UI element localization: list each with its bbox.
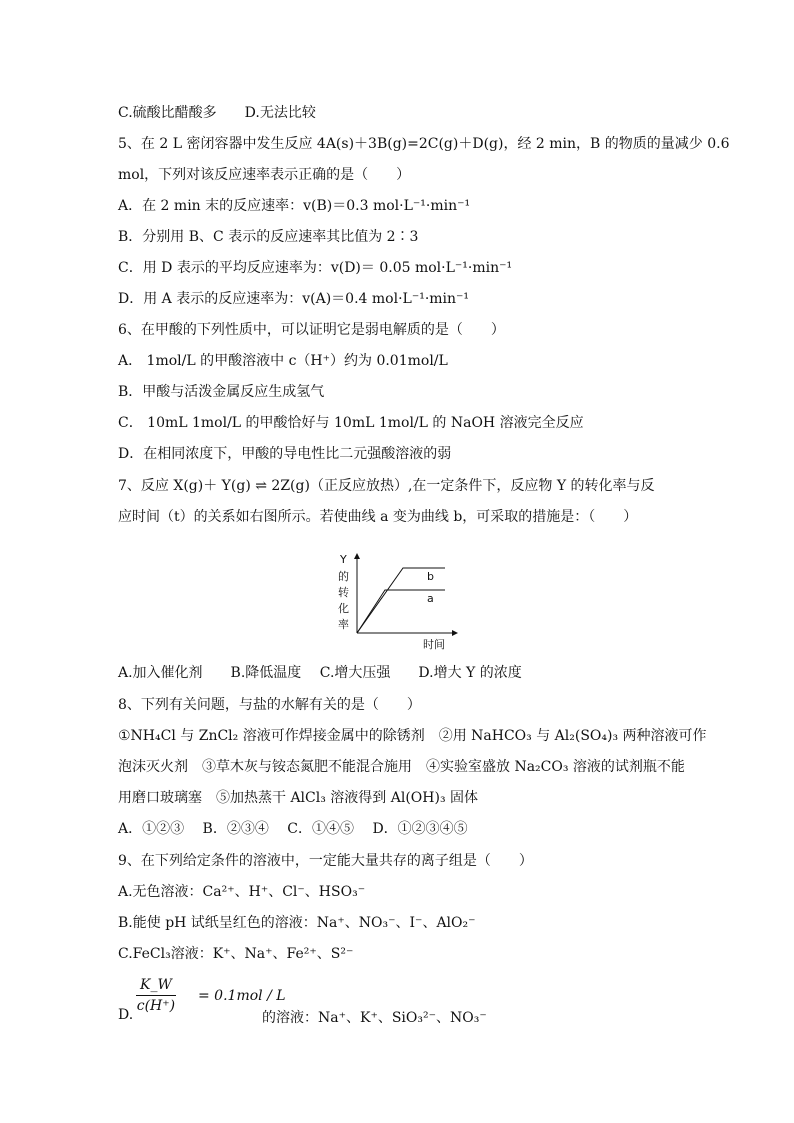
y-axis-label-char: 率 (338, 618, 349, 631)
option-9d-formula (118, 975, 286, 1025)
text-line: 应时间（t）的关系如右图所示。若使曲线 a 变为曲线 b，可采取的措施是：（ ） (118, 509, 638, 525)
y-axis-label-char: Y (340, 553, 347, 566)
question-8-stem: 8、下列有关问题，与盐的水解有关的是（ ） (118, 697, 421, 713)
option-6b: B．甲酸与活泼金属反应生成氢气 (118, 384, 325, 400)
option-9b: B.能使 pH 试纸呈红色的溶液：Na⁺、NO₃⁻、I⁻、AlO₂⁻ (118, 915, 476, 931)
conversion-time-graph (335, 548, 465, 653)
text-line: 泡沫灭火剂 ③草木灰与铵态氮肥不能混合施用 ④实验室盛放 Na₂CO₃ 溶液的试剂瓶不能 (118, 759, 685, 775)
option-6a: A． 1mol/L 的甲酸溶液中 c（H⁺）约为 0.01mol/L (118, 353, 448, 369)
option-9c: C.FeCl₃溶液：K⁺、Na⁺、Fe²⁺、S²⁻ (118, 946, 354, 962)
fraction-denominator: c(H⁺) (136, 998, 176, 1014)
y-axis-label-char: 的 (338, 570, 349, 583)
text-line: C.硫酸比醋酸多 D.无法比较 (118, 105, 316, 121)
fraction (136, 977, 176, 1014)
option-9a: A.无色溶液：Ca²⁺、H⁺、Cl⁻、HSO₃⁻ (118, 884, 366, 900)
option-5a: A．在 2 min 末的反应速率：v(B)＝0.3 mol·L⁻¹·min⁻¹ (118, 198, 471, 214)
question-6-stem: 6、在甲酸的下列性质中，可以证明它是弱电解质的是（ ） (118, 322, 505, 338)
text-line: 用磨口玻璃塞 ⑤加热蒸干 AlCl₃ 溶液得到 Al(OH)₃ 固体 (118, 790, 478, 806)
option-6c: C． 10mL 1mol/L 的甲酸恰好与 10mL 1mol/L 的 NaOH 溶液完全反应 (118, 415, 584, 431)
option-5c: C．用 D 表示的平均反应速率为：v(D)＝ 0.05 mol·L⁻¹·min⁻¹ (118, 260, 513, 276)
curve-a-label: a (427, 592, 434, 605)
question-7-stem: 7、反应 X(g)＋ Y(g) ⇌ 2Z(g)（正反应放热）,在一定条件下，反应物 Y 的转化率与反 (118, 478, 655, 494)
x-axis-label: 时间 (423, 638, 445, 651)
fraction-numerator: K_W (140, 977, 172, 993)
option-5b: B．分别用 B、C 表示的反应速率其比值为 2∶3 (118, 229, 419, 245)
curve-b-label: b (427, 570, 434, 583)
y-axis-label-char: 化 (338, 602, 349, 615)
option-9d-prefix: D. (118, 1007, 134, 1023)
y-axis-label-char: 转 (338, 586, 349, 599)
formula-rhs: = 0.1mol / L (198, 988, 286, 1004)
option-9d: 的溶液：Na⁺、K⁺、SiO₃²⁻、NO₃⁻ (262, 1010, 487, 1026)
text-line: ①NH₄Cl 与 ZnCl₂ 溶液可作焊接金属中的除锈剂 ②用 NaHCO₃ 与 Al₂(SO₄)₃ 两种溶液可作 (118, 728, 707, 744)
option-5d: D．用 A 表示的反应速率为：v(A)＝0.4 mol·L⁻¹·min⁻¹ (118, 291, 470, 307)
option-6d: D．在相同浓度下，甲酸的导电性比二元强酸溶液的弱 (118, 446, 452, 462)
options-7: A.加入催化剂 B.降低温度 C.增大压强 D.增大 Y 的浓度 (118, 665, 522, 681)
question-5-stem: 5、在 2 L 密闭容器中发生反应 4A(s)＋3B(g)=2C(g)＋D(g)，经 2 min，B 的物质的量减少 0.6 (118, 136, 730, 152)
text-line: mol，下列对该反应速率表示正确的是（ ） (118, 167, 411, 183)
question-9-stem: 9、在下列给定条件的溶液中，一定能大量共存的离子组是（ ） (118, 853, 533, 869)
options-8: A．①②③ B．②③④ C．①④⑤ D．①②③④⑤ (118, 821, 468, 837)
